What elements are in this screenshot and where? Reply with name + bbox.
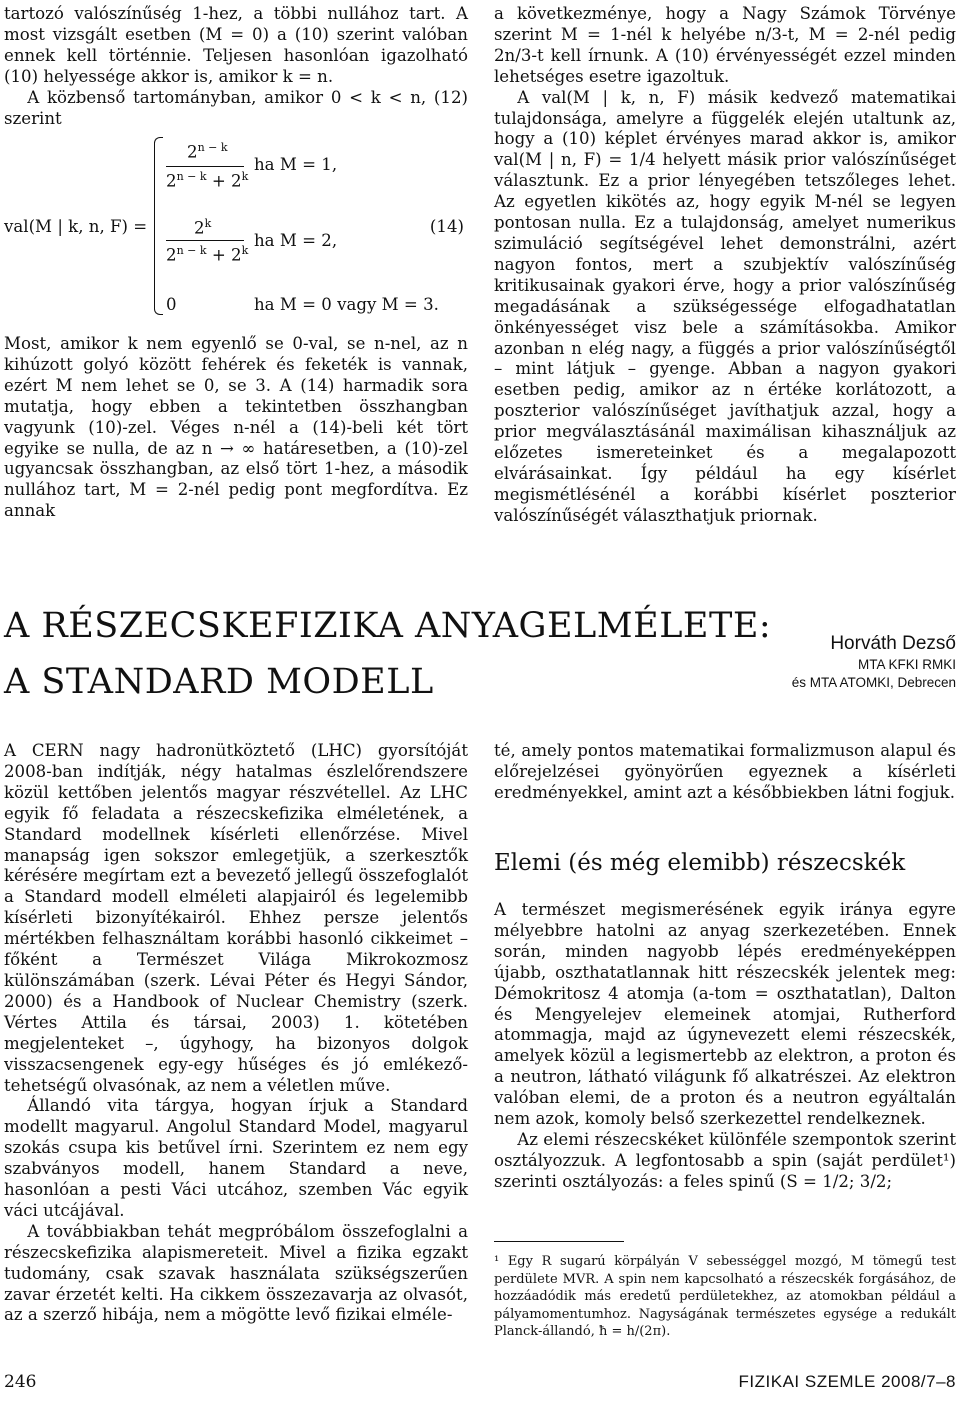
numerator-2: 2$^k$	[194, 217, 212, 238]
paragraph: Állandó vita tárgya, hogyan írjuk a Standard modellt magyarul. Angolul Standard Model, magyarul szokás csupa kis betűvel írni. Szerintem ez nem egy szabványos modell, hanem Standard a neve, hasonlóan a pesti Váci utcához, szemben Vác egyik váci utcájával.	[4, 1096, 468, 1220]
section-heading: Elemi (és még elemibb) részecskék	[494, 850, 906, 876]
lower-right-column	[494, 741, 956, 804]
denominator-2: $2^{n - k} + 2^k$	[166, 244, 249, 265]
author-block	[792, 632, 956, 692]
fraction-line-2	[166, 240, 244, 241]
author-affiliation-1: MTA KFKI RMKI	[857, 657, 956, 672]
top-left-column-continued	[4, 334, 468, 522]
top-right-column	[494, 4, 956, 527]
paragraph: A CERN nagy hadronütköztető (LHC) gyorsítóját 2008-ban indítják, négy hatalmas észlelőrendszere közül kettőben jelentős magyar részvétellel. Az LHC egyik fő feladata a részecskefizika elméletének, a Standard modellnek kísérleti ellenőrzése. Mivel manapság igen sokszor emlegetjük, a szerkesztők kérésére megírtam ezt a bevezető jellegű összefoglalót a Standard modell elméleti alapjairól és legelemibb kísérleti bizonyítékairól. Ehhez persze jelentős mértékben felhasználtam korábbi hasonló cikkeimet – főként a Természet Világa Mikrokozmosz különszámában (szerk. Lévai Péter és Hegyi Sándor, 2000) és a Handbook of Nuclear Chemistry (szerk. Vértes Attila és társai, 2003) 1. kötetében megjelenteket –, úgyhogy, ha bizonyos dolgok visszacsengenek egy-egy hűséges és jó emlékező-tehetségű olvasónak, az nem a véletlen műve.	[4, 741, 468, 1095]
equation-14	[4, 135, 468, 320]
paragraph: A közbenső tartományban, amikor 0 < k < n, (12) szerint	[4, 87, 468, 128]
lower-left-column	[4, 741, 468, 1326]
paragraph: a következménye, hogy a Nagy Számok Törvénye szerint M = 1-nél k helyébe n/3-t, M = 2-nél pedig 2n/3-t kell írnunk. A (10) érvényességét ezzel minden lehetséges esetre igazoltuk.	[494, 4, 956, 86]
author-name: Horváth Dezső	[830, 633, 956, 654]
top-left-column	[4, 4, 468, 129]
numerator-1: $2^{n - k}$	[187, 141, 228, 162]
footnote: ¹ Egy R sugarú körpályán V sebességgel mozgó, M tömegű test perdülete MVR. A spin nem kapcsolható a részecskék forgásához, de hozzáadódik más eredetű perdületekhez, az atomokban például a pályamomentumhoz. Nagyságának természetes egysége a redukált Planck-állandó, ħ = h/(2π).	[494, 1254, 956, 1339]
paragraph: tartozó valószínűség 1-hez, a többi nullához tart. A most vizsgált esetben (M = 0) a (10) szerint valóban ennek kell történnie. Teljesen hasonlóan igazolható (10) helyessége akkor is, amikor k = n.	[4, 4, 468, 86]
equation-number: (14)	[429, 217, 464, 236]
paragraph: A val(M | k, n, F) másik kedvező matematikai tulajdonsága, amelyre a függelék elején utaltunk az, hogy a (10) képlet érvényes marad akkor is, amikor val(M | n, F) = 1/4 helyett másik prior valószínűséget választunk. Ez a prior lényegében tetszőleges lehet. Az egyetlen kikötés az, hogy egyik M-nél se legyen pontosan nulla. Ez a tulajdonság, amelyet numerikus szimuláció segítségével lehet demonstrálni, azért nagyon fontos, mert a szubjektív valószínűség kritikusainak gyakori érve, hogy a prior valószínűség megadásának a szükségessége elfogadhatatlan önkényességet visz bele a számításokba. Amikor azonban n elég nagy, a függés a prior valószínűségtől – mint látjuk – gyenge. Abban a nagyon gyakori esetben pedig, amikor az n értéke korlátozott, a poszterior valószínűséget javíthatjuk azzal, hogy a prior megválasztásánál maximálisan kihasználjuk az előzetes ismereteinket és a megalapozott elvárásainkat. Így például ha egy kísérlet megismétlésénél a korábbi kísérlet poszterior valószínűségét választhatjuk priornak.	[494, 87, 956, 525]
fraction-line-1	[166, 166, 244, 167]
case-3-condition: ha M = 0 vagy M = 3.	[254, 295, 439, 314]
journal-name: FIZIKAI SZEMLE 2008/7–8	[738, 1372, 956, 1391]
paragraph: A továbbiakban tehát megpróbálom összefoglalni a részecskefizika alapismereteit. Mivel a fizika egzakt tudomány, csak szavak használata szükségszerűen zavar érzetét kelti. Ha cikkem összezavarja az olvasót, az a szerző hibája, nem a mögötte levő fizikai elméle-	[4, 1221, 468, 1325]
footnote-rule	[494, 1241, 624, 1242]
article-title	[4, 598, 771, 710]
paragraph: té, amely pontos matematikai formalizmuson alapul és előrejelzései gyönyörűen egyeznek a kísérleti eredményekkel, amint azt a későbbiekben látni fogjuk.	[494, 741, 956, 802]
paragraph: Az elemi részecskéket különféle szempontok szerint osztályozzuk. A legfontosabb a spin (saját perdület¹) szerinti osztályozás: a feles spinű (S = 1/2; 3/2;	[494, 1129, 956, 1191]
case-2-condition: ha M = 2,	[254, 231, 338, 250]
article-title-line-2: A STANDARD MODELL	[4, 662, 434, 702]
paragraph: Most, amikor k nem egyenlő se 0-val, se n-nel, az n kihúzott golyó között fehérek és feketék is vannak, ezért M nem lehet se 0, se 3. A (14) harmadik sora mutatja, hogy ebben a tekintetben összhangban vagyunk (10)-zel. Véges n-nél a (14)-beli két tört egyike se nulla, de az n → ∞ határesetben, a (10)-zel ugyancsak összhangban, az első tört 1-hez, a második nullához tart, M = 2-nél pedig pont megfordítva. Ez annak	[4, 334, 468, 521]
lower-right-column-continued	[494, 900, 956, 1193]
denominator-1: $2^{n - k} + 2^k$	[166, 170, 249, 191]
paragraph: A természet megismerésének egyik iránya egyre mélyebbre hatolni az anyag szerkezetében. Ennek során, minden nagyobb lépés eredményeképpen újabb, oszthatatlannak hitt részecskék jelentek meg: Démokritosz 4 atomja (a-tom = oszthatatlan), Dalton és Mengyelejev elemeinek atomjai, Rutherford atommagja, majd az úgynevezett elemi részecskék, amelyek közül a legismertebb az elektron, a proton és a neutron, látható világunk fő alkatrészei. Az elektron valóban elemi, de a proton és a neutron egyáltalán nem azok, komoly belső szerkezettel rendelkeznek.	[494, 900, 956, 1129]
case-1-condition: ha M = 1,	[254, 155, 338, 174]
case-3-value: 0	[166, 295, 177, 314]
page-number: 246	[4, 1372, 37, 1392]
equation-lhs: val(M | k, n, F) =	[4, 217, 148, 236]
equation-brace	[154, 137, 163, 315]
article-title-line-1: A RÉSZECSKEFIZIKA ANYAGELMÉLETE:	[4, 606, 772, 646]
author-affiliation-2: és MTA ATOMKI, Debrecen	[791, 675, 956, 690]
